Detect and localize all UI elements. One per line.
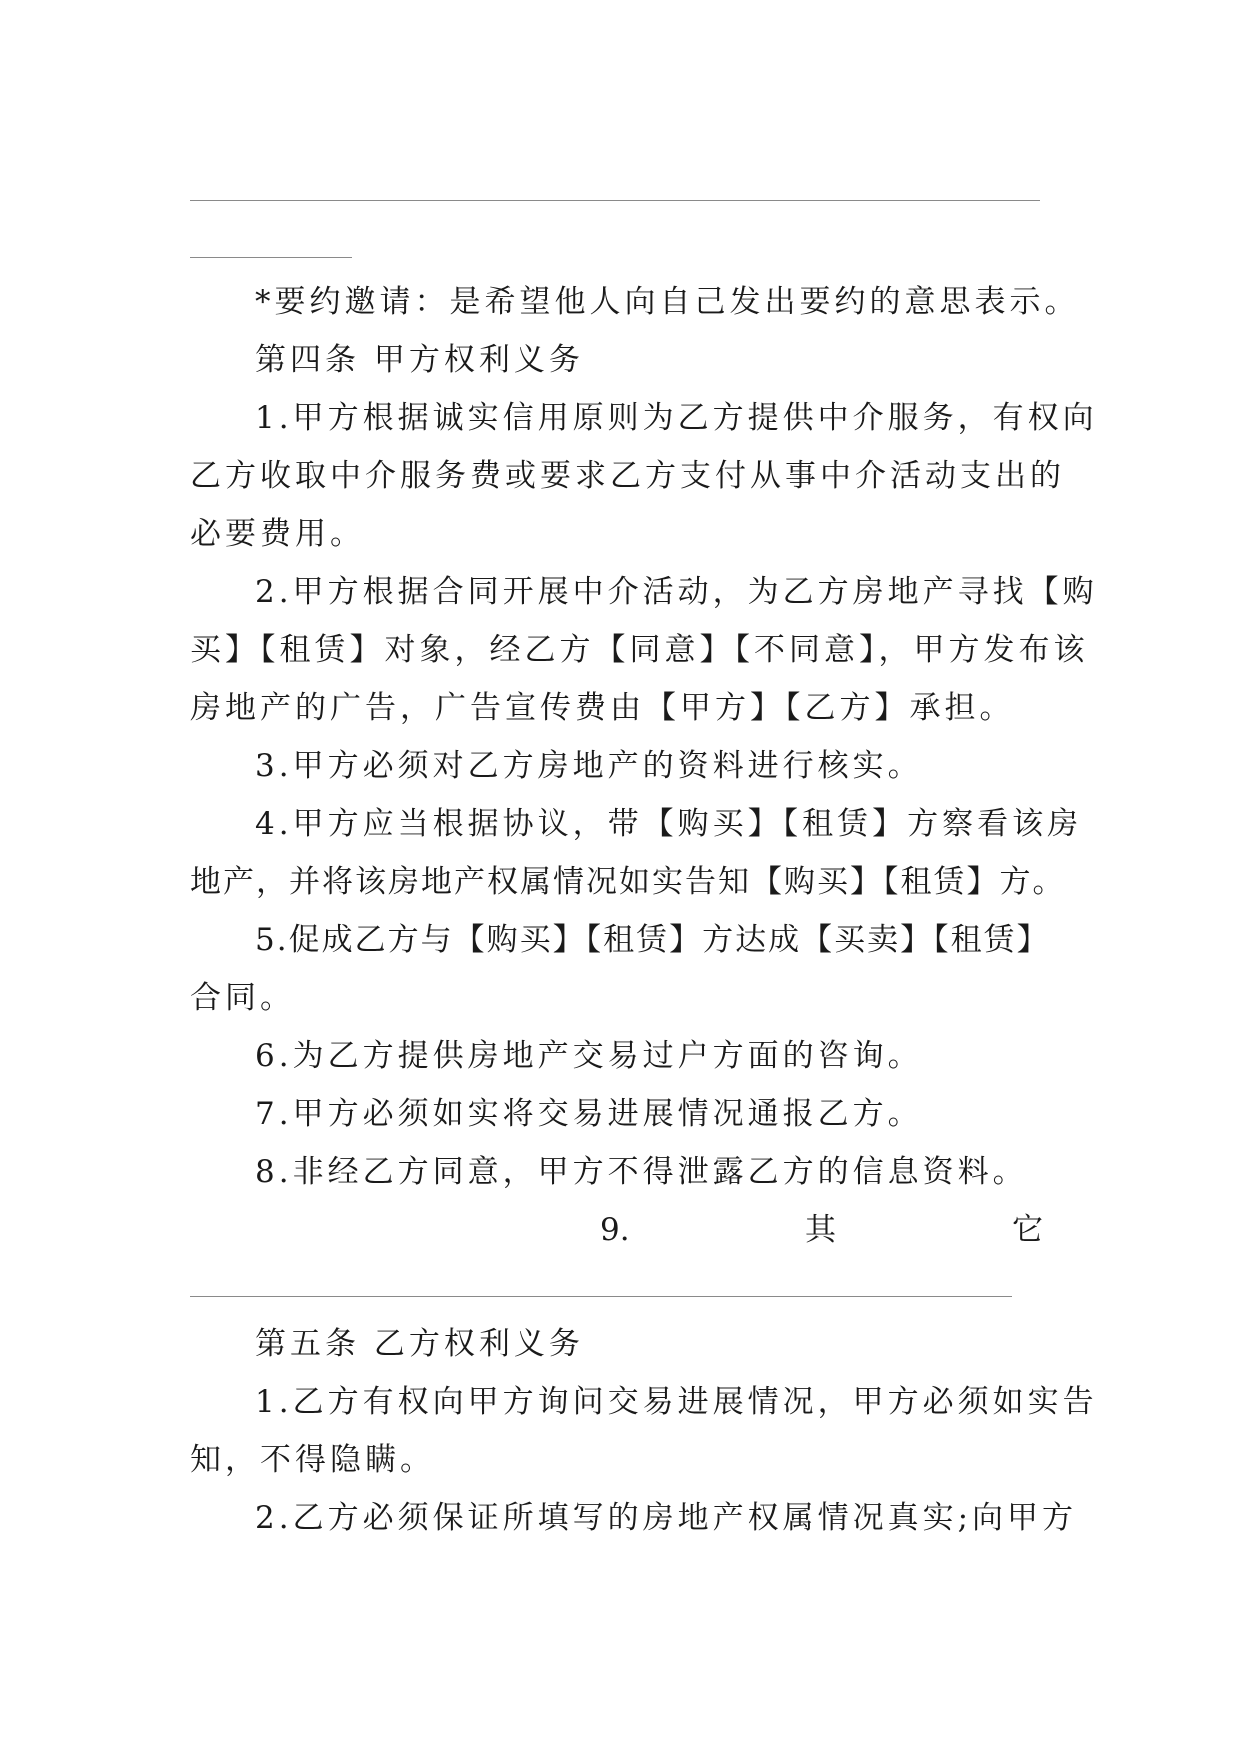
paragraph-line: 必要费用。 xyxy=(190,516,365,552)
paragraph-line: 2.甲方根据合同开展中介活动，为乙方房地产寻找【购 xyxy=(255,574,1098,610)
paragraph-line: 4.甲方应当根据协议，带【购买】【租赁】方察看该房 xyxy=(255,806,1083,842)
paragraph-line: 1.甲方根据诚实信用原则为乙方提供中介服务，有权向 xyxy=(255,400,1098,436)
paragraph-line: 6.为乙方提供房地产交易过户方面的咨询。 xyxy=(255,1038,923,1074)
paragraph-number: 9. xyxy=(600,1212,630,1248)
paragraph-line: 买】【租赁】对象，经乙方【同意】【不同意】，甲方发布该 xyxy=(190,632,1089,668)
paragraph-line: 3.甲方必须对乙方房地产的资料进行核实。 xyxy=(255,748,923,784)
paragraph-line: *要约邀请：是希望他人向自己发出要约的意思表示。 xyxy=(255,284,1080,320)
paragraph-line: 合同。 xyxy=(190,980,295,1016)
paragraph-line: 知，不得隐瞒。 xyxy=(190,1442,435,1478)
blank-fill-line xyxy=(190,257,352,258)
paragraph-line: 地产，并将该房地产权属情况如实告知【购买】【租赁】方。 xyxy=(190,864,1066,900)
paragraph-line: 7.甲方必须如实将交易进展情况通报乙方。 xyxy=(255,1096,923,1132)
paragraph-line: 1.乙方有权向甲方询问交易进展情况，甲方必须如实告 xyxy=(255,1384,1098,1420)
paragraph-line: 房地产的广告，广告宣传费由【甲方】【乙方】承担。 xyxy=(190,690,1015,726)
paragraph-line: 8.非经乙方同意，甲方不得泄露乙方的信息资料。 xyxy=(255,1154,1028,1190)
section-heading: 第四条 甲方权利义务 xyxy=(255,342,584,378)
paragraph-line: 5.促成乙方与【购买】【租赁】方达成【买卖】【租赁】 xyxy=(255,922,1050,958)
section-heading: 第五条 乙方权利义务 xyxy=(255,1326,584,1362)
blank-fill-line xyxy=(190,200,1040,201)
paragraph-line: 2.乙方必须保证所填写的房地产权属情况真实;向甲方 xyxy=(255,1500,1078,1536)
blank-fill-line xyxy=(190,1296,1012,1297)
paragraph-text: 其 xyxy=(805,1212,836,1248)
paragraph-text: 它 xyxy=(1012,1212,1043,1248)
paragraph-line: 乙方收取中介服务费或要求乙方支付从事中介活动支出的 xyxy=(190,458,1065,494)
